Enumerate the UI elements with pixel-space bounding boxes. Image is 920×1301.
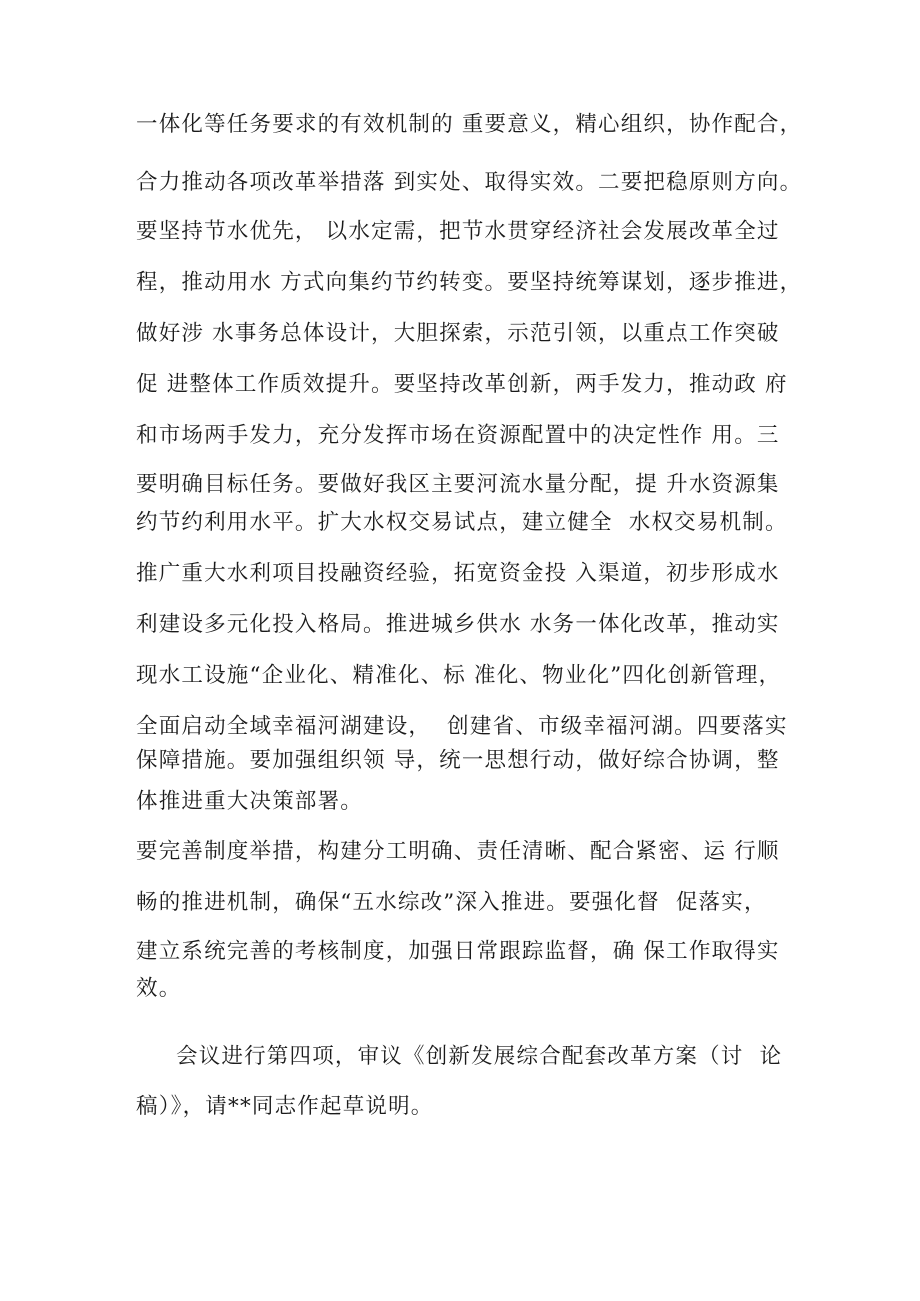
text-line: 一体化等任务要求的有效机制的 重要意义，精心组织，协作配合，: [136, 112, 803, 137]
text-line: 利建设多元化投入格局。推进城乡供水 水务一体化改革，推动实: [136, 612, 780, 637]
text-line: 推广重大水利项目投融资经验，拓宽资金投 入渠道，初步形成水: [136, 561, 780, 586]
text-line: 要明确目标任务。要做好我区主要河流水量分配，提 升水资源集: [136, 472, 780, 497]
text-line: 促 进整体工作质效提升。要坚持改革创新，两手发力，推动政 府: [136, 372, 788, 397]
text-line: 要坚持节水优先， 以水定需，把节水贯穿经济社会发展改革全过: [136, 219, 780, 244]
text-line: 和市场两手发力，充分发挥市场在资源配置中的决定性作 用。三: [136, 423, 780, 448]
text-line: 建立系统完善的考核制度，加强日常跟踪监督，确 保工作取得实: [136, 939, 780, 964]
text-line: 保障措施。要加强组织领 导，统一思想行动，做好综合协调，整: [136, 748, 780, 773]
text-line: 做好涉 水事务总体设计，大胆探索，示范引领，以重点工作突破: [136, 321, 780, 346]
text-line: 程，推动用水 方式向集约节约转变。要坚持统筹谋划，逐步推进，: [136, 270, 803, 295]
text-line: 效。: [136, 976, 182, 1001]
text-line: 要完善制度举措，构建分工明确、责任清晰、配合紧密、运 行顺: [136, 839, 780, 864]
text-line: 合力推动各项改革举措落 到实处、取得实效。二要把稳原则方向。: [136, 170, 803, 195]
text-line: 全面启动全域幸福河湖建设， 创建省、市级幸福河湖。四要落实: [136, 714, 788, 739]
text-line: 稿）》，请**同志作起草说明。: [136, 1094, 434, 1119]
text-line: 会议进行第四项，审议《创新发展综合配套改革方案（讨 论: [176, 1044, 783, 1069]
text-line: 现水工设施“企业化、精准化、标 准化、物业化”四化创新管理，: [136, 663, 782, 688]
text-line: 畅的推进机制，确保“五水综改”深入推进。要强化督 促落实，: [136, 890, 767, 915]
text-line: 约节约利用水平。扩大水权交易试点，建立健全 水权交易机制。: [136, 510, 788, 535]
text-line: 体推进重大决策部署。: [136, 789, 364, 814]
